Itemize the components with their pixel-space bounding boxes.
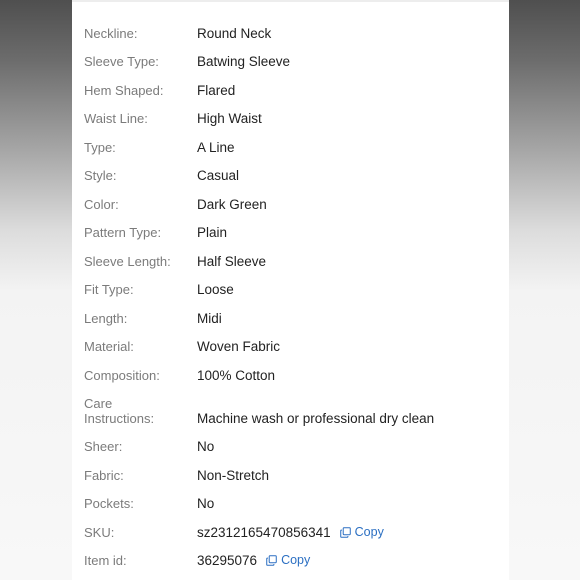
- spec-label: [84, 396, 197, 432]
- spec-row-style: [84, 161, 509, 190]
- spec-label: Color:: [84, 196, 119, 212]
- spec-label: Item id:: [84, 553, 127, 568]
- spec-label: Type:: [84, 139, 116, 155]
- spec-label: SKU:: [84, 524, 115, 540]
- spec-row-care-instructions: [84, 389, 509, 432]
- copy-label: Copy: [354, 524, 384, 539]
- spec-row-color: [84, 189, 509, 218]
- spec-label: Length:: [84, 310, 128, 326]
- spec-value: Flared: [197, 82, 236, 98]
- spec-row-neckline: [84, 18, 509, 47]
- spec-label: Pockets:: [84, 496, 134, 511]
- copy-label: Copy: [281, 553, 311, 567]
- spec-row-type: [84, 132, 509, 161]
- spec-row-composition: [84, 360, 509, 389]
- spec-row-fabric: [84, 460, 509, 489]
- spec-value: [197, 553, 310, 574]
- divider: [72, 0, 509, 2]
- spec-value: [197, 525, 384, 546]
- spec-row-sleeve-type: [84, 47, 509, 76]
- spec-label: Pattern Type:: [84, 225, 162, 240]
- copy-icon: [340, 527, 351, 538]
- spec-row-sheer: [84, 432, 509, 461]
- spec-value: A Line: [197, 139, 235, 155]
- copy-sku-button[interactable]: [340, 525, 384, 540]
- spec-row-pattern-type: [84, 218, 509, 247]
- spec-label: Composition:: [84, 367, 160, 383]
- spec-label: Material:: [84, 339, 134, 354]
- spec-value: High Waist: [197, 111, 262, 126]
- spec-value: Round Neck: [197, 25, 272, 41]
- spec-row-pockets: [84, 489, 509, 518]
- spec-row-waist-line: [84, 104, 509, 133]
- spec-label: Sleeve Type:: [84, 54, 159, 69]
- spec-row-sleeve-length: [84, 246, 509, 275]
- spec-label-line: Care: [84, 395, 113, 411]
- spec-value: Non-Stretch: [197, 467, 270, 483]
- spec-value: Midi: [197, 310, 222, 326]
- spec-value: No: [197, 496, 215, 511]
- spec-value: No: [197, 439, 215, 454]
- copy-item-id-button[interactable]: [266, 553, 310, 568]
- spec-value: Batwing Sleeve: [197, 54, 291, 69]
- spec-row-fit-type: [84, 275, 509, 304]
- spec-row-item-id: [84, 546, 509, 575]
- spec-value: Half Sleeve: [197, 253, 267, 269]
- spec-value: Casual: [197, 168, 240, 183]
- spec-label: Sheer:: [84, 439, 123, 454]
- sku-value: sz2312165470856341: [197, 524, 331, 540]
- spec-value: Plain: [197, 225, 228, 240]
- spec-value: 100% Cotton: [197, 367, 276, 383]
- spec-value: Woven Fabric: [197, 339, 281, 354]
- spec-label: Waist Line:: [84, 111, 148, 126]
- spec-row-sku: [84, 517, 509, 546]
- spec-value: Dark Green: [197, 196, 267, 212]
- item-id-value: 36295076: [197, 553, 258, 568]
- spec-label: Neckline:: [84, 25, 138, 41]
- spec-row-length: [84, 303, 509, 332]
- spec-row-material: [84, 332, 509, 361]
- spec-label: Fabric:: [84, 467, 124, 483]
- product-details-panel: [72, 0, 509, 580]
- spec-label: Fit Type:: [84, 282, 134, 297]
- spec-row-hem-shaped: [84, 75, 509, 104]
- spec-label: Style:: [84, 168, 117, 183]
- spec-list: [84, 18, 509, 574]
- spec-label-line: Instructions:: [84, 410, 155, 426]
- spec-value: Machine wash or professional dry clean: [197, 410, 435, 426]
- spec-label: Hem Shaped:: [84, 82, 164, 98]
- spec-value: Loose: [197, 282, 234, 297]
- copy-icon: [266, 555, 277, 566]
- spec-label: Sleeve Length:: [84, 253, 171, 269]
